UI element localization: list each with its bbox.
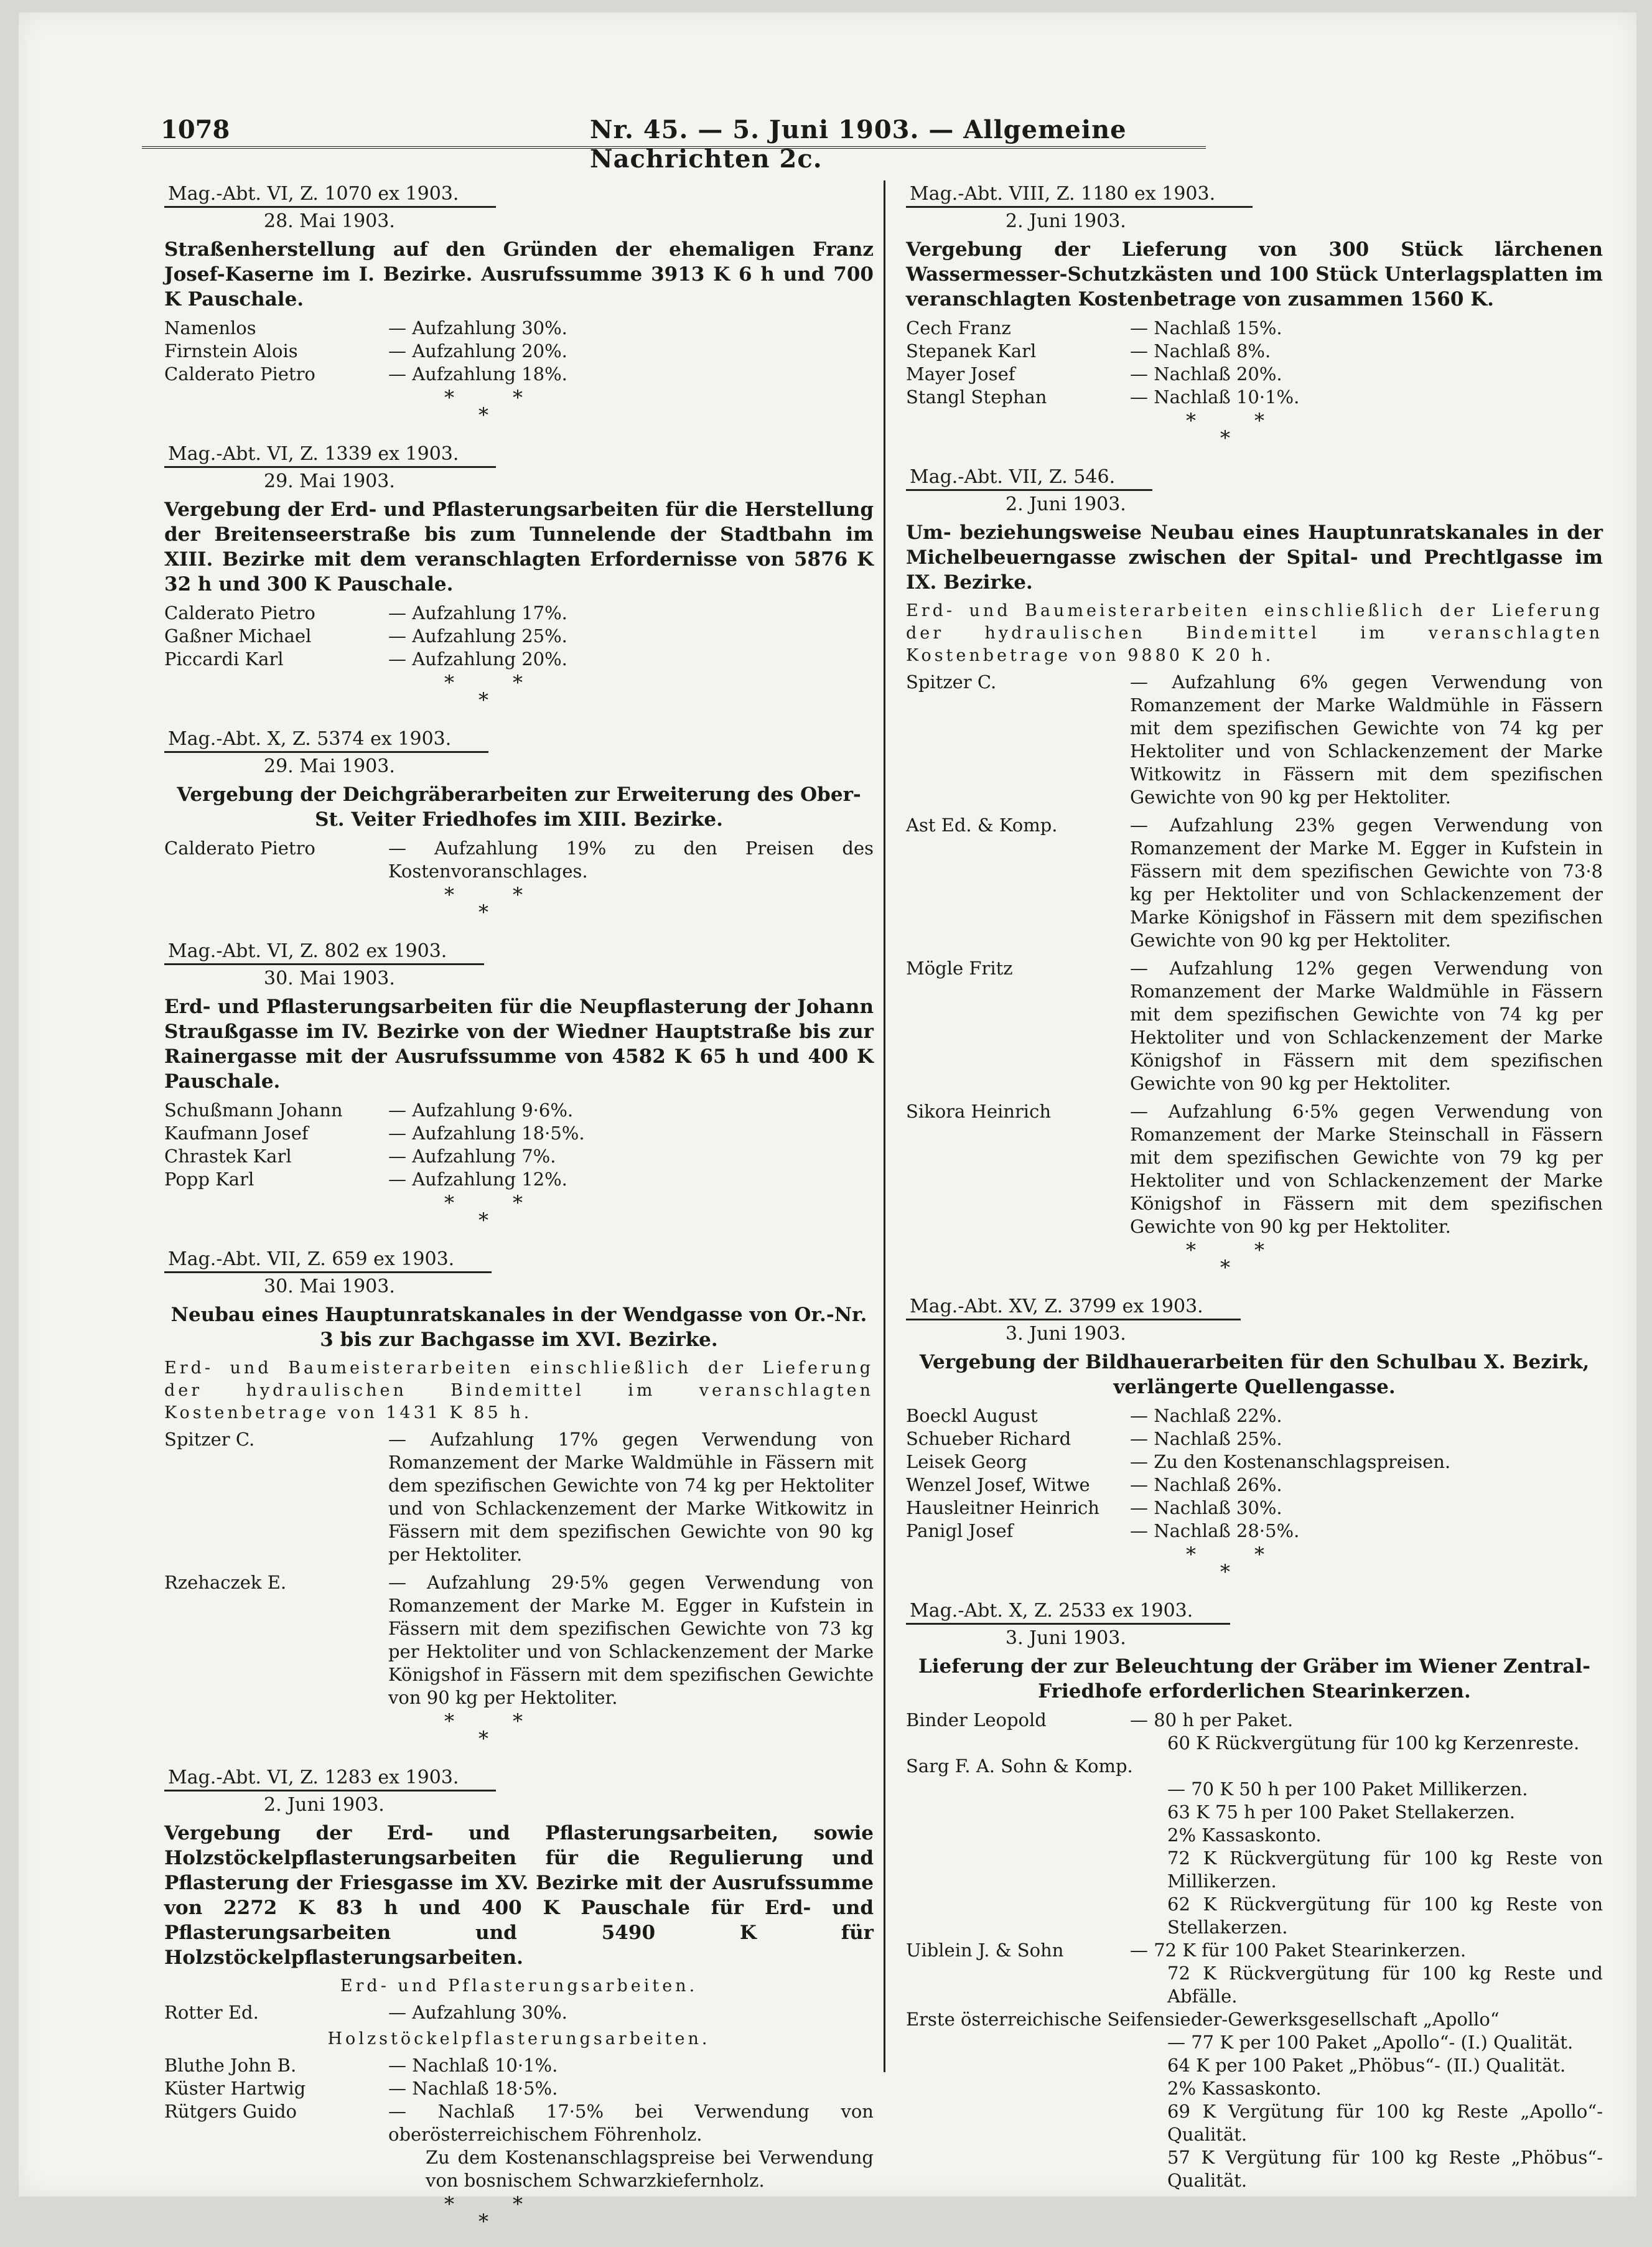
reference-number: Mag.-Abt. VI, Z. 1283 ex 1903. [164,1767,496,1792]
bidder-name: Küster Hartwig [164,2078,306,2099]
bidder-name: Schueber Richard [906,1428,1071,1449]
bidder-name: Mayer Josef [906,363,1015,385]
bidder-name: Schußmann Johann [164,1100,343,1121]
running-title: Nr. 45. — 5. Juni 1903. — Allgemeine Nachrichten 2c. [590,115,1127,174]
bidder-row [164,602,874,625]
bidder-row [906,1497,1603,1520]
bid-terms: — Aufzahlung 20%. [388,648,567,670]
separator-stars: * * * [1186,1543,1264,1584]
bidder-row [906,1404,1603,1427]
reference-number: Mag.-Abt. VI, Z. 1070 ex 1903. [164,183,496,208]
notice-date: 2. Juni 1903. [264,1794,385,1816]
bid-terms: — Aufzahlung 19% zu den Preisen des Kostenvoranschlages. [388,838,874,882]
bidder-name: Cech Franz [906,317,1011,339]
bidder-name: Kaufmann Josef [164,1123,309,1144]
bidder-row [906,386,1603,409]
notice-title: Erd- und Pflasterungsarbeiten für die Neupflasterung der Johann Straußgasse im IV. Bezirke von der Wiedner Hauptstraße bis zur Rainergasse mit der Ausrufssumme von 4582 K 65 h und 400 K Pauschale. [164,996,874,1093]
bidder-name: Ast Ed. & Komp. [906,815,1058,836]
bidder-row [164,340,874,363]
notice-title: Straßenherstellung auf den Gründen der ehemaligen Franz Josef-Kaserne im I. Bezirke. Ausrufssumme 3913 K 6 h und 700 K Pauschale. [164,238,874,311]
bidder-row [164,2054,874,2077]
bidder-row [164,2001,874,2024]
separator-stars: * * * [1186,1238,1264,1279]
bid-terms-continued: 72 K Rückvergütung für 100 kg Reste von Millikerzen. [1167,1848,1603,1892]
bid-terms: — Aufzahlung 6% gegen Verwendung von Romanzement der Marke Waldmühle in Fässern mit dem spezifischen Gewichte von 74 kg per Hektoliter und von Schlackenzement der Marke Witkowitz in Fässern mit dem spezifischen Gewichte von 90 kg per Hektoliter. [1130,671,1603,808]
notice-title: Um- beziehungsweise Neubau eines Hauptunratskanales in der Michelbeuerngasse zwischen der Spital- und Prechtlgasse im IX. Bezirke. [906,521,1603,594]
bid-terms-continued: 63 K 75 h per 100 Paket Stellakerzen. [1167,1801,1515,1823]
bid-terms: — Nachlaß 18·5%. [388,2078,558,2099]
notice-entry [164,726,874,922]
bid-terms: — Aufzahlung 20%. [388,340,567,362]
bid-terms: — Nachlaß 20%. [1130,363,1282,385]
bid-terms: — Nachlaß 26%. [1130,1474,1282,1495]
bid-terms-continued: 62 K Rückvergütung für 100 kg Reste von Stellakerzen. [1167,1894,1603,1938]
bid-terms: — Aufzahlung 30%. [388,2002,567,2023]
bidder-row [906,363,1603,386]
notice-title: Vergebung der Erd- und Pflasterungsarbeiten, sowie Holzstöckelpflasterungsarbeiten für die Regulierung und Pflasterung der Friesgasse im XV. Bezirke mit der Ausrufssumme von 2272 K 83 h und 400 K Pauschale für Erd- und Pflasterungsarbeiten und 5490 K für Holzstöckelpflasterungsarbeiten. [164,1822,874,1969]
reference-number: Mag.-Abt. XV, Z. 3799 ex 1903. [906,1296,1241,1320]
notice-date: 30. Mai 1903. [264,1276,395,1297]
separator-stars: * * * [444,386,523,427]
bid-terms: — Aufzahlung 18%. [388,363,567,385]
bid-terms: — Nachlaß 28·5%. [1130,1520,1300,1541]
page-header [161,115,1225,174]
bid-terms: — Nachlaß 22%. [1130,1405,1282,1426]
bid-terms: — Aufzahlung 12% gegen Verwendung von Romanzement der Marke Waldmühle in Fässern mit dem spezifischen Gewichte von 74 kg per Hektoliter und von Schlackenzement der Marke Königshof in Fässern mit dem spezifischen Gewichte von 90 kg per Hektoliter. [1130,958,1603,1094]
bidder-row [906,1755,1603,1778]
bid-terms-continued: 2% Kassaskonto. [1167,1824,1322,1846]
bid-terms: — Aufzahlung 25%. [388,625,567,647]
bid-terms-continued: 2% Kassaskonto. [1167,2078,1322,2099]
bid-terms: — Nachlaß 30%. [1130,1497,1282,1518]
bid-terms: — Aufzahlung 18·5%. [388,1123,585,1144]
bid-terms: — Aufzahlung 7%. [388,1146,556,1167]
bidder-name: Binder Leopold [906,1709,1047,1731]
separator-stars: * * * [444,1709,523,1750]
reference-number: Mag.-Abt. VII, Z. 546. [906,466,1152,491]
reference-number: Mag.-Abt. VIII, Z. 1180 ex 1903. [906,183,1253,208]
reference-number: Mag.-Abt. VI, Z. 802 ex 1903. [164,940,484,965]
notice-date: 30. Mai 1903. [264,968,395,989]
bid-terms: — Nachlaß 17·5% bei Verwendung von oberösterreichischem Föhrenholz. [388,2101,874,2145]
bid-terms-continued: 57 K Vergütung für 100 kg Reste „Phöbus“-Qualität. [1167,2147,1603,2191]
bid-terms-continued: — 77 K per 100 Paket „Apollo“- (I.) Qualität. [1167,2032,1574,2053]
notice-entry [164,180,874,427]
bidder-row [164,2100,874,2146]
bid-terms-continued: — 70 K 50 h per 100 Paket Millikerzen. [1167,1778,1528,1800]
bidder-name: Spitzer C. [164,1429,255,1450]
bidder-name: Calderato Pietro [164,363,315,385]
separator-stars: * * * [1186,409,1264,450]
bid-terms: — Aufzahlung 6·5% gegen Verwendung von Romanzement der Marke Steinschall in Fässern mit dem spezifischen Gewichte von 79 kg per Hektoliter und von Schlackenzement der Marke Königshof in Fässern mit dem spezifischen Gewichte von 90 kg per Hektoliter. [1130,1101,1603,1237]
bid-terms: — Nachlaß 15%. [1130,317,1282,339]
notice-title: Neubau eines Hauptunratskanales in der Wendgasse von Or.-Nr. 3 bis zur Bachgasse im XVI. Bezirke. [170,1304,867,1351]
notice-entry [906,180,1603,450]
bidder-row [164,1428,874,1566]
bidder-name: Rzehaczek E. [164,1572,287,1593]
bidder-row [906,340,1603,363]
bidder-name: Uiblein J. & Sohn [906,1940,1064,1961]
bidder-name: Hausleitner Heinrich [906,1497,1099,1518]
bidder-row [906,1474,1603,1497]
bidder-name: Chrastek Karl [164,1146,292,1167]
bid-terms: — 80 h per Paket. [1130,1709,1294,1731]
bidder-row [164,837,874,883]
notice-entry [906,464,1603,1277]
notice-title: Vergebung der Deichgräberarbeiten zur Erweiterung des Ober-St. Veiter Friedhofes im XIII. Bezirke. [177,783,861,831]
notice-entry [164,1764,874,2231]
reference-number: Mag.-Abt. VI, Z. 1339 ex 1903. [164,443,496,468]
bidder-row [164,1571,874,1709]
bidder-name: Sikora Heinrich [906,1101,1052,1122]
notice-entry [164,938,874,1230]
notice-entry [164,1246,874,1748]
section-heading: Erd- und Pflasterungsarbeiten. [340,1976,698,1996]
bidder-name: Wenzel Josef, Witwe [906,1474,1090,1495]
bid-terms [1133,1755,1603,1778]
bidder-row [906,1709,1603,1732]
bid-terms: — Aufzahlung 29·5% gegen Verwendung von Romanzement der Marke M. Egger in Kufstein in Fässern mit dem spezifischen Gewichte von 73 kg per Hektoliter und von Schlackenzement der Marke Königshof in Fässern mit dem spezifischen Gewichte von 90 kg per Hektoliter. [388,1572,874,1708]
bid-terms: — Nachlaß 8%. [1130,340,1271,362]
bid-terms: — Aufzahlung 9·6%. [388,1100,574,1121]
notice-title: Vergebung der Lieferung von 300 Stück lärchenen Wassermesser-Schutzkästen und 100 Stück Unterlagsplatten im veranschlagten Kostenbetrage von zusammen 1560 K. [906,238,1603,311]
bidder-name: Stangl Stephan [906,386,1047,408]
bidder-name: Spitzer C. [906,671,997,693]
bidder-row [906,671,1603,809]
right-column [906,180,1603,2208]
work-description: Erd- und Baumeisterarbeiten einschließlich der Lieferung der hydraulischen Bindemittel im veranschlagten Kostenbetrage von 1431 K 85 h. [164,1358,874,1422]
bidder-name: Rütgers Guido [164,2101,297,2122]
left-column [164,180,874,2247]
bidder-row [906,2008,1603,2031]
separator-stars: * * * [444,2192,523,2233]
reference-number: Mag.-Abt. VII, Z. 659 ex 1903. [164,1248,492,1273]
separator-stars: * * * [444,883,523,924]
bidder-name: Sarg F. A. Sohn & Komp. [906,1755,1133,1777]
notice-date: 28. Mai 1903. [264,210,395,232]
bidder-row [906,1939,1603,1962]
bid-terms: — Nachlaß 10·1%. [1130,386,1300,408]
bidder-name: Piccardi Karl [164,648,284,670]
bidder-row [164,1099,874,1122]
bidder-row [906,317,1603,340]
notice-title: Vergebung der Erd- und Pflasterungsarbeiten für die Herstellung der Breitenseerstraße bis zum Tunnelende der Stadtbahn im XIII. Bezirke mit dem veranschlagten Erfordernisse von 5876 K 32 h und 300 K Pauschale. [164,498,874,596]
bidder-row [164,1145,874,1168]
bid-terms-continued: 64 K per 100 Paket „Phöbus“- (II.) Qualität. [1167,2055,1566,2076]
bidder-name: Boeckl August [906,1405,1038,1426]
bid-terms-continued: 69 K Vergütung für 100 kg Reste „Apollo“-Qualität. [1167,2101,1603,2145]
bid-terms-continued: Zu dem Kostenanschlagspreise bei Verwendung von bosnischem Schwarzkiefernholz. [426,2147,874,2191]
header-rule [142,146,1206,149]
bidder-name: Gaßner Michael [164,625,312,647]
notice-entry [906,1597,1603,2192]
bidder-row [906,957,1603,1095]
bidder-row [164,1122,874,1145]
bid-terms: — Aufzahlung 23% gegen Verwendung von Romanzement der Marke M. Egger in Kufstein in Fässern mit dem spezifischen Gewichte von 73·8 kg per Hektoliter und von Schlackenzement der Marke Königshof in Fässern mit dem spezifischen Gewichte von 90 kg per Hektoliter. [1130,815,1603,951]
notice-date: 2. Juni 1903. [1006,493,1126,515]
bid-terms: — 72 K für 100 Paket Stearinkerzen. [1130,1940,1467,1961]
separator-stars: * * * [444,1191,523,1232]
notice-date: 29. Mai 1903. [264,470,395,492]
bidder-row [164,1168,874,1191]
bidder-row [164,2077,874,2100]
page-number: 1078 [161,115,230,144]
bidder-row [906,1451,1603,1474]
bidder-name: Panigl Josef [906,1520,1014,1541]
notice-title: Vergebung der Bildhauerarbeiten für den Schulbau X. Bezirk, verlängerte Quellengasse. [919,1351,1590,1398]
bid-terms: — Nachlaß 25%. [1130,1428,1282,1449]
bidder-name: Popp Karl [164,1169,254,1190]
work-description: Erd- und Baumeisterarbeiten einschließlich der Lieferung der hydraulischen Bindemittel im veranschlagten Kostenbetrage von 9880 K 20 h. [906,601,1603,665]
notice-date: 3. Juni 1903. [1006,1627,1126,1649]
bid-terms: — Nachlaß 10·1%. [388,2055,558,2076]
bidder-name: Calderato Pietro [164,602,315,624]
separator-stars: * * * [444,671,523,712]
bidder-name: Bluthe John B. [164,2055,297,2076]
bid-terms: — Aufzahlung 17% gegen Verwendung von Romanzement der Marke Waldmühle in Fässern mit dem spezifischen Gewichte von 74 kg per Hektoliter und von Schlackenzement der Marke Witkowitz in Fässern mit dem spezifischen Gewichte von 90 kg per Hektoliter. [388,1429,874,1565]
bidder-name: Leisek Georg [906,1451,1027,1472]
bidder-row [906,1427,1603,1451]
bid-terms: — Aufzahlung 17%. [388,602,567,624]
bidder-row [164,648,874,671]
bidder-name: Calderato Pietro [164,838,315,859]
column-divider [884,180,885,2072]
bidder-row [164,625,874,648]
bidder-row [164,363,874,386]
bidder-name: Rotter Ed. [164,2002,259,2023]
bidder-row [906,1100,1603,1238]
bid-terms: — Aufzahlung 12%. [388,1169,567,1190]
bidder-name: Mögle Fritz [906,958,1013,979]
bidder-name: Stepanek Karl [906,340,1037,362]
bid-terms: — Zu den Kostenanschlagspreisen. [1130,1451,1451,1472]
notice-entry [906,1293,1603,1584]
notice-date: 29. Mai 1903. [264,755,395,777]
bid-terms-continued: 72 K Rückvergütung für 100 kg Reste und Abfälle. [1167,1963,1603,2007]
bidder-name: Firnstein Alois [164,340,298,362]
bidder-row [906,814,1603,952]
reference-number: Mag.-Abt. X, Z. 5374 ex 1903. [164,728,488,753]
bid-terms-continued: 60 K Rückvergütung für 100 kg Kerzenreste. [1167,1732,1580,1754]
bid-terms: — Aufzahlung 30%. [388,317,567,339]
notice-title: Lieferung der zur Beleuchtung der Gräber im Wiener Zentral-Friedhofe erforderlichen Stearinkerzen. [918,1655,1590,1703]
bidder-row [906,1520,1603,1543]
notice-entry [164,441,874,712]
bidder-name: Erste österreichische Seifensieder-Gewerksgesellschaft „Apollo“ [906,2009,1500,2030]
reference-number: Mag.-Abt. X, Z. 2533 ex 1903. [906,1600,1230,1625]
notice-date: 2. Juni 1903. [1006,210,1126,232]
notice-date: 3. Juni 1903. [1006,1323,1126,1345]
bidder-row [164,317,874,340]
section-heading: Holzstöckelpflasterungsarbeiten. [327,2029,711,2048]
bidder-name: Namenlos [164,317,256,339]
